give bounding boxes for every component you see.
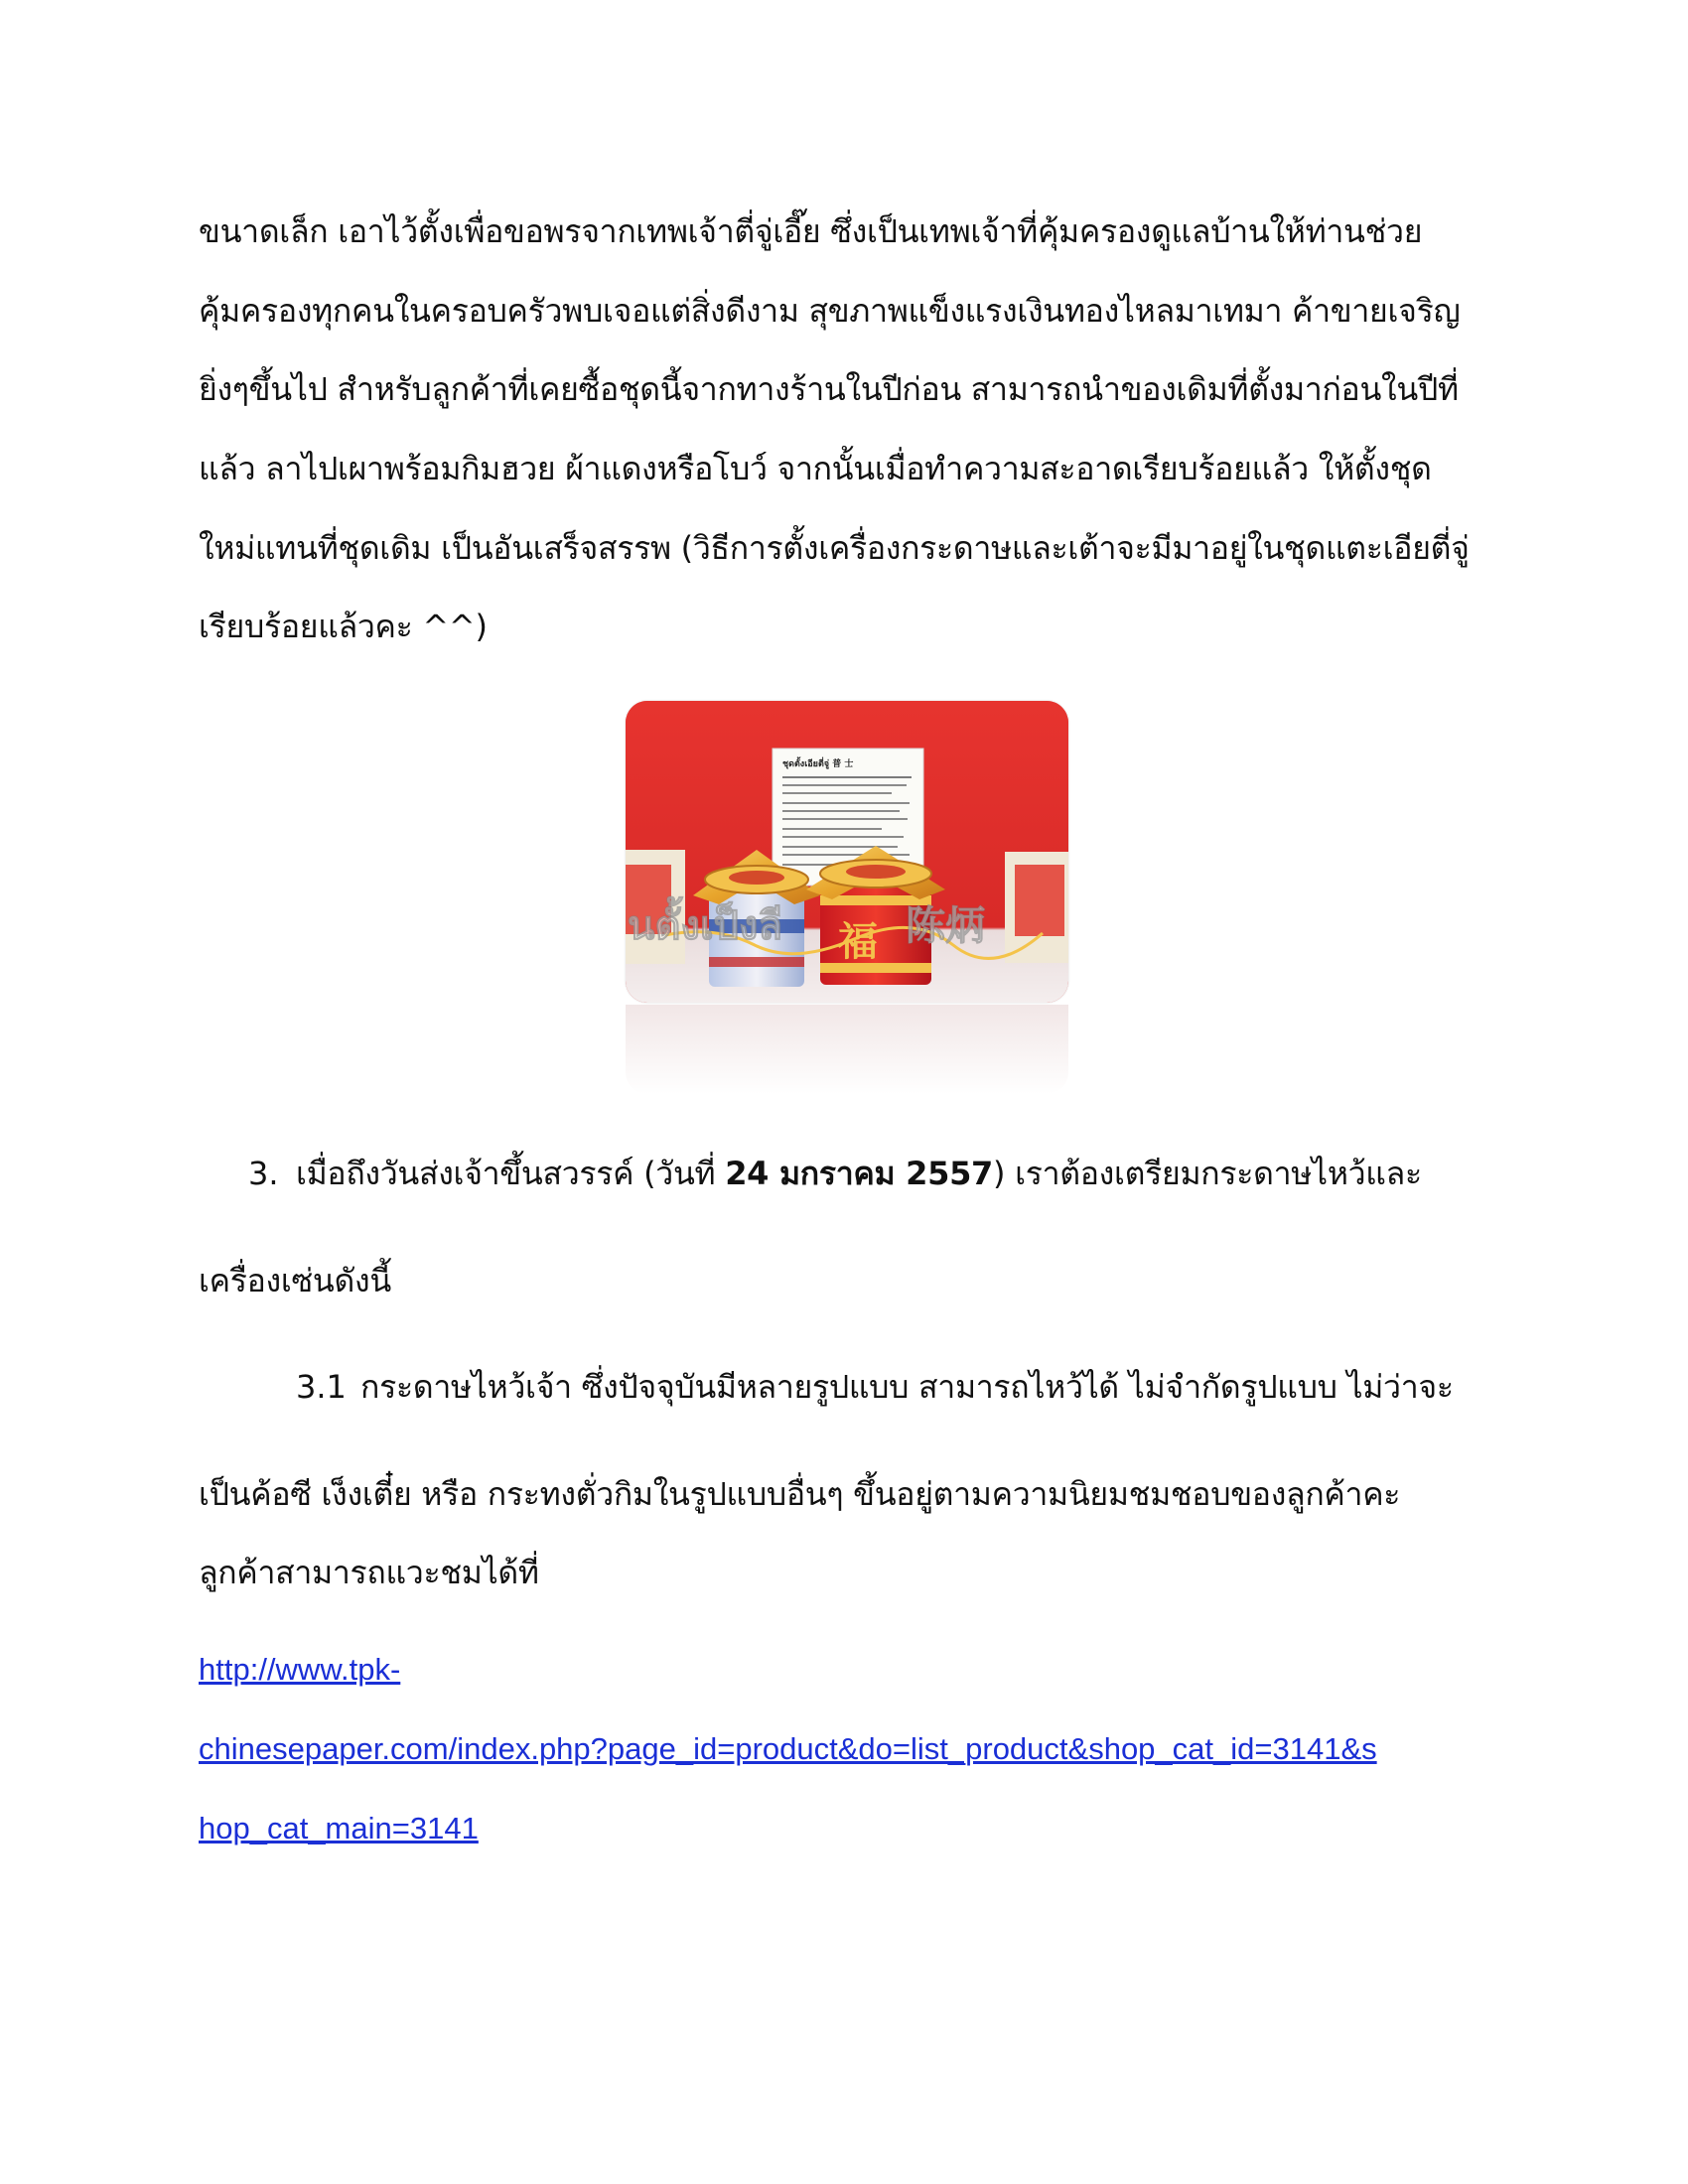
item3-1-line-2: เป็นค้อซี เง็งเตี๋ย หรือ กระทงตั่วกิมในรูปแบบอื่นๆ ขึ้นอยู่ตามความนิยมชมชอบของลูกค้าคะ — [199, 1475, 1401, 1513]
item3-text-before: เมื่อถึงวันส่งเจ้าขึ้นสวรรค์ (วันที่ — [296, 1155, 726, 1192]
paragraph1-line-4: แล้ว ลาไปเผาพร้อมกิมฮวย ผ้าแดงหรือโบว์ จากนั้นเมื่อทำความสะอาดเรียบร้อยแล้ว ให้ตั้งชุด — [199, 450, 1432, 487]
paragraph1-line-2: คุ้มครองทุกคนในครอบครัวพบเจอแต่สิ่งดีงาม สุขภาพแข็งแรงเงินทองไหลมาเทมา ค้าขายเจริญ — [199, 292, 1461, 330]
sign-title: ชุดตั้งเอียตี่จู่ 普 士 — [782, 759, 854, 769]
item3-1-line-1: กระดาษไหว้เจ้า ซึ่งปัจจุบันมีหลายรูปแบบ สามารถไหว้ได้ ไม่จำกัดรูปแบบ ไม่ว่าจะ — [360, 1368, 1454, 1406]
product-link-line-2[interactable]: chinesepaper.com/index.php?page_id=product&do=list_product&shop_cat_id=3141&s — [199, 1731, 1377, 1766]
product-photo-illustration — [626, 701, 1068, 1003]
item3-date: 24 มกราคม 2557 — [725, 1155, 994, 1192]
item3-text-after: ) เราต้องเตรียมกระดาษไหว้และ — [993, 1155, 1422, 1192]
item3-continuation: เครื่องเซ่นดังนี้ — [199, 1262, 391, 1299]
paragraph1-line-5: ใหม่แทนที่ชุดเดิม เป็นอันเสร็จสรรพ (วิธีการตั้งเครื่องกระดาษและเต้าจะมีมาอยู่ในชุดแตะเอียตี่จู่ — [199, 529, 1470, 567]
fu-character: 福 — [838, 918, 878, 965]
watermark-chinese: 陈炳 — [906, 903, 985, 949]
watermark-thai: นตั้งเป็งลี — [628, 903, 782, 949]
paragraph1-line-6: เรียบร้อยแล้วคะ ^^) — [199, 608, 488, 645]
paragraph1-line-3: ยิ่งๆขึ้นไป สำหรับลูกค้าที่เคยซื้อชุดนี้จากทางร้านในปีก่อน สามารถนำของเดิมที่ตั้งมาก่อนในปีที่ — [199, 370, 1459, 408]
paragraph1-line-1: ขนาดเล็ก เอาไว้ตั้งเพื่อขอพรจากเทพเจ้าตี่จู่เอี๊ย ซึ่งเป็นเทพเจ้าที่คุ้มครองดูแลบ้านให้ท่านช่วย — [199, 212, 1423, 250]
product-link-line-3[interactable]: hop_cat_main=3141 — [199, 1811, 479, 1845]
item3-1-number: 3.1 — [296, 1368, 347, 1406]
product-photo — [626, 701, 1068, 1003]
item3-line-1 — [296, 1152, 1422, 1195]
product-link-line-1[interactable]: http://www.tpk- — [199, 1652, 401, 1687]
item3-1-line-3: ลูกค้าสามารถแวะชมได้ที่ — [199, 1554, 539, 1591]
item3-number: 3. — [248, 1155, 279, 1192]
photo-reflection — [626, 1005, 1068, 1094]
